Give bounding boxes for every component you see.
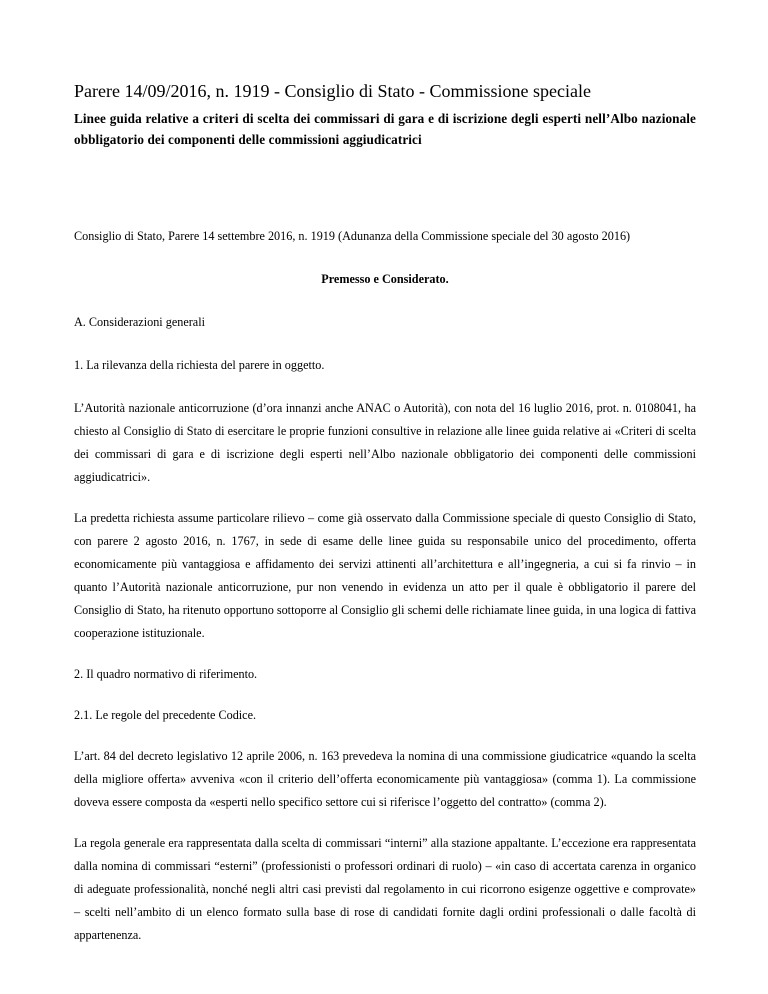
paragraph-1: L’Autorità nazionale anticorruzione (d’ora innanzi anche ANAC o Autorità), con nota del 16 luglio 2016, prot. n. 0108041, ha chiesto al Consiglio di Stato di esercitare le proprie funzioni consultive in relazione alle linee guida relative ai «Criteri di scelta dei commissari di gara e di iscrizione degli esperti nell’Albo nazionale obbligatorio dei componenti delle commissioni aggiudicatrici».: [74, 401, 696, 484]
document-subtitle: Linee guida relative a criteri di scelta dei commissari di gara e di iscrizione degli esperti nell’Albo nazionale obbligatorio dei componenti delle commissioni aggiudicatrici: [74, 111, 696, 147]
section-2-heading: 2. Il quadro normativo di riferimento.: [74, 667, 258, 681]
paragraph-4: La regola generale era rappresentata dalla scelta di commissari “interni” alla stazione appaltante. L’eccezione era rappresentata dalla nomina di commissari “esterni” (professionisti o professori ordinari di ruolo) – «in caso di accertata carenza in organico di adeguate professionalità, nonché negli altri casi previsti dal regolamento in cui ricorrono esigenze oggettive e comprovate» – scelti nell’ambito di un elenco formato sulla base di rose di candidati fornite dagli ordini professionali o dalle facoltà di appartenenza.: [74, 836, 696, 942]
section-1-heading: 1. La rilevanza della richiesta del parere in oggetto.: [74, 358, 325, 372]
reference-line: Consiglio di Stato, Parere 14 settembre 2016, n. 1919 (Adunanza della Commissione speciale del 30 agosto 2016): [74, 229, 631, 243]
section-a-heading: A. Considerazioni generali: [74, 315, 205, 329]
premessa-heading: Premesso e Considerato.: [321, 272, 449, 286]
document-page: [74, 80, 696, 947]
paragraph-2: La predetta richiesta assume particolare rilievo – come già osservato dalla Commissione speciale di questo Consiglio di Stato, con parere 2 agosto 2016, n. 1767, in sede di esame delle linee guida su responsabile unico del procedimento, offerta economicamente più vantaggiosa e affidamento dei servizi attinenti all’architettura e all’ingegneria, a cui si fa rinvio – in quanto l’Autorità nazionale anticorruzione, pur non venendo in evidenza un atto per il quale è obbligatorio il parere del Consiglio di Stato, ha ritenuto opportuno sottoporre al Consiglio gli schemi delle richiamate linee guida, in una logica di fattiva cooperazione istituzionale.: [74, 511, 696, 640]
document-title: Parere 14/09/2016, n. 1919 - Consiglio di Stato - Commissione speciale: [74, 81, 591, 101]
section-2-1-heading: 2.1. Le regole del precedente Codice.: [74, 708, 257, 722]
paragraph-3: L’art. 84 del decreto legislativo 12 aprile 2006, n. 163 prevedeva la nomina di una commissione giudicatrice «quando la scelta della migliore offerta» avveniva «con il criterio dell’offerta economicamente più vantaggiosa» (comma 1). La commissione doveva essere composta da «esperti nello specifico settore cui si riferisce l’oggetto del contratto» (comma 2).: [74, 749, 696, 809]
